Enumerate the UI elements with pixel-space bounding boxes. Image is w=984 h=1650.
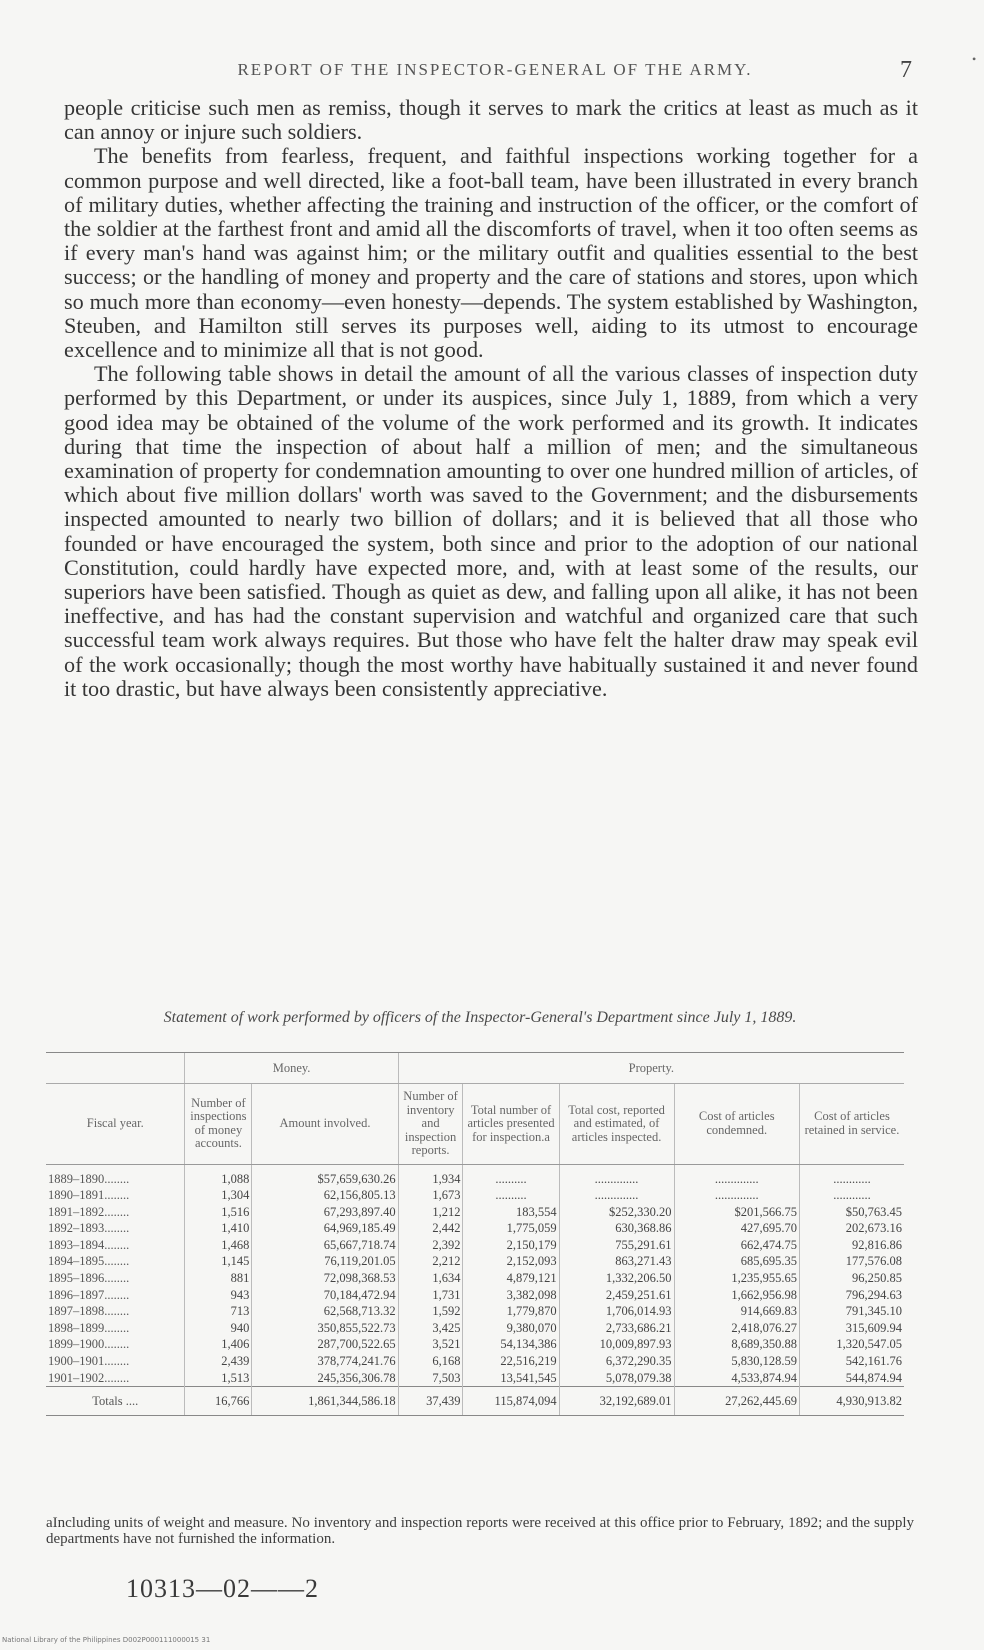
cell-cost-condemned: 5,830,128.59 (674, 1353, 799, 1370)
cell-amount: 378,774,241.76 (252, 1353, 398, 1370)
cell-cost-retained: 315,609.94 (799, 1320, 904, 1337)
cell-articles: 1,775,059 (463, 1220, 559, 1237)
column-header-year: Fiscal year. (46, 1084, 185, 1165)
cell-amount: 70,184,472.94 (252, 1287, 398, 1304)
cell-cost-retained: $50,763.45 (799, 1204, 904, 1221)
cell-cost-condemned: 4,533,874.94 (674, 1370, 799, 1387)
cell-inventory: 2,212 (398, 1253, 463, 1270)
cell-cost-total: 10,009,897.93 (559, 1336, 674, 1353)
cell-cost-condemned: 8,689,350.88 (674, 1336, 799, 1353)
cell-articles: 2,152,093 (463, 1253, 559, 1270)
cell-year: 1898–1899........ (48, 1320, 130, 1335)
cell-inventory: 1,934 (398, 1164, 463, 1187)
cell-amount: 245,356,306.78 (252, 1370, 398, 1387)
cell-inspections: 1,145 (185, 1253, 252, 1270)
group-header-blank (46, 1053, 185, 1084)
total-cost-total: 32,192,689.01 (559, 1387, 674, 1416)
table-body (46, 1164, 904, 1416)
table-row (46, 1253, 904, 1270)
totals-label: Totals .... (46, 1387, 185, 1416)
total-articles: 115,874,094 (463, 1387, 559, 1416)
cell-amount: 62,568,713.32 (252, 1303, 398, 1320)
cell-inspections: 1,406 (185, 1336, 252, 1353)
cell-inventory: 3,521 (398, 1336, 463, 1353)
cell-cost-condemned: 685,695.35 (674, 1253, 799, 1270)
scan-credit: National Library of the Philippines D002P000111000015 31 (2, 1636, 211, 1644)
cell-articles: 183,554 (463, 1204, 559, 1221)
cell-inspections: 1,516 (185, 1204, 252, 1221)
cell-cost-condemned: $201,566.75 (674, 1204, 799, 1221)
cell-inventory: 6,168 (398, 1353, 463, 1370)
table-row (46, 1370, 904, 1387)
cell-cost-condemned: 2,418,076.27 (674, 1320, 799, 1337)
cell-cost-condemned-blank: .............. (674, 1164, 799, 1187)
column-header-row (46, 1084, 904, 1165)
column-header-cost-total: Total cost, reported and estimated, of articles inspected. (559, 1084, 674, 1165)
column-header-amount: Amount involved. (252, 1084, 398, 1165)
cell-cost-total-blank: .............. (559, 1187, 674, 1204)
cell-cost-condemned: 1,662,956.98 (674, 1287, 799, 1304)
cell-cost-total: 5,078,079.38 (559, 1370, 674, 1387)
cell-articles: 22,516,219 (463, 1353, 559, 1370)
cell-inspections: 1,304 (185, 1187, 252, 1204)
cell-year: 1889–1890........ (48, 1171, 130, 1186)
paragraph-table-intro: The following table shows in detail the amount of all the various classes of inspection duty performed by this Department, or under its auspices, since July 1, 1889, from which a very good idea may be obtained of the volume of the work performed and its growth. It indicates during that time the inspection of about half a million of men; and the simultaneous examination of property for condemnation amounting to over one hundred million of articles, of which about five million dollars' worth was saved to the Government; and the disbursements inspected amounted to nearly two billion of dollars; and it is believed that all those who founded or have encouraged the system, both since and prior to the adoption of our national Constitution, could hardly have expected more, and, with at least some of the results, our superiors have been satisfied. Though as quiet as dew, and falling upon all alike, it has not been ineffective, and has had the constant supervision and watchful and organized care that such successful team work always requires. But those who have felt the halter draw may speak evil of the work occasionally; though the most worthy have habitually sustained it and never found it too drastic, but have always been consistently appreciative. (64, 361, 918, 701)
cell-year: 1893–1894........ (48, 1237, 130, 1252)
cell-amount: 64,969,185.49 (252, 1220, 398, 1237)
cell-amount: 76,119,201.05 (252, 1253, 398, 1270)
cell-year: 1900–1901........ (48, 1354, 130, 1369)
table-row (46, 1287, 904, 1304)
group-header-property: Property. (398, 1053, 904, 1084)
cell-cost-total: 630,368.86 (559, 1220, 674, 1237)
cell-articles: 9,380,070 (463, 1320, 559, 1337)
totals-row (46, 1387, 904, 1416)
total-cost-retained: 4,930,913.82 (799, 1387, 904, 1416)
table-row (46, 1353, 904, 1370)
cell-cost-total: 1,332,206.50 (559, 1270, 674, 1287)
cell-inventory: 2,442 (398, 1220, 463, 1237)
cell-inspections: 1,468 (185, 1237, 252, 1254)
column-header-inspections: Number of inspections of money accounts. (185, 1084, 252, 1165)
cell-year: 1891–1892........ (48, 1204, 130, 1219)
cell-cost-total-blank: .............. (559, 1164, 674, 1187)
cell-amount: $57,659,630.26 (252, 1164, 398, 1187)
paragraph-continued: people criticise such men as remiss, though it serves to mark the critics at least as much as it can annoy or injure such soldiers. (64, 95, 918, 145)
cell-cost-retained: 177,576.08 (799, 1253, 904, 1270)
cell-cost-retained: 92,816.86 (799, 1237, 904, 1254)
cell-inventory: 3,425 (398, 1320, 463, 1337)
cell-cost-condemned: 1,235,955.65 (674, 1270, 799, 1287)
cell-amount: 350,855,522.73 (252, 1320, 398, 1337)
statistics-table (46, 1052, 904, 1416)
cell-cost-retained: 791,345.10 (799, 1303, 904, 1320)
cell-inventory: 1,634 (398, 1270, 463, 1287)
cell-inspections: 2,439 (185, 1353, 252, 1370)
cell-cost-retained: 542,161.76 (799, 1353, 904, 1370)
cell-cost-condemned: 427,695.70 (674, 1220, 799, 1237)
footnote: aIncluding units of weight and measure. No inventory and inspection reports were received at this office prior to February, 1892; and the supply departments have not furnished the information. (46, 1515, 914, 1547)
cell-cost-condemned-blank: .............. (674, 1187, 799, 1204)
total-amount: 1,861,344,586.18 (252, 1387, 398, 1416)
cell-inventory: 1,731 (398, 1287, 463, 1304)
cell-inventory: 2,392 (398, 1237, 463, 1254)
cell-year: 1896–1897........ (48, 1287, 130, 1302)
table-row (46, 1320, 904, 1337)
table-row (46, 1220, 904, 1237)
cell-inspections: 940 (185, 1320, 252, 1337)
cell-year: 1901–1902........ (48, 1370, 130, 1385)
total-cost-condemned: 27,262,445.69 (674, 1387, 799, 1416)
cell-articles-blank: .......... (463, 1187, 559, 1204)
cell-year: 1892–1893........ (48, 1221, 130, 1236)
table-row (46, 1187, 904, 1204)
body-text (64, 96, 918, 701)
cell-cost-total: 2,459,251.61 (559, 1287, 674, 1304)
cell-inspections: 713 (185, 1303, 252, 1320)
table-row (46, 1164, 904, 1187)
table-row (46, 1336, 904, 1353)
cell-cost-total: 1,706,014.93 (559, 1303, 674, 1320)
cell-inventory: 7,503 (398, 1370, 463, 1387)
cell-cost-retained: 1,320,547.05 (799, 1336, 904, 1353)
cell-articles: 13,541,545 (463, 1370, 559, 1387)
cell-cost-total: 2,733,686.21 (559, 1320, 674, 1337)
cell-cost-condemned: 662,474.75 (674, 1237, 799, 1254)
cell-cost-total: $252,330.20 (559, 1204, 674, 1221)
cell-year: 1895–1896........ (48, 1271, 130, 1286)
table-row (46, 1303, 904, 1320)
cell-cost-retained: 96,250.85 (799, 1270, 904, 1287)
cell-amount: 62,156,805.13 (252, 1187, 398, 1204)
total-inventory: 37,439 (398, 1387, 463, 1416)
page-number: 7 (900, 57, 912, 83)
cell-articles: 3,382,098 (463, 1287, 559, 1304)
table-row (46, 1204, 904, 1221)
cell-year: 1899–1900........ (48, 1337, 130, 1352)
cell-year: 1890–1891........ (48, 1188, 130, 1203)
cell-amount: 65,667,718.74 (252, 1237, 398, 1254)
cell-amount: 67,293,897.40 (252, 1204, 398, 1221)
column-header-articles: Total number of articles presented for inspection.a (463, 1084, 559, 1165)
cell-inspections: 1,088 (185, 1164, 252, 1187)
table-caption: Statement of work performed by officers of the Inspector-General's Department since July 1, 1889. (163, 1009, 797, 1026)
group-header-money: Money. (185, 1053, 398, 1084)
table-row (46, 1270, 904, 1287)
column-header-cost-condemned: Cost of articles condemned. (674, 1084, 799, 1165)
table-row (46, 1237, 904, 1254)
cell-cost-condemned: 914,669.83 (674, 1303, 799, 1320)
cell-articles: 1,779,870 (463, 1303, 559, 1320)
column-header-inventory: Number of inventory and inspection reports. (398, 1084, 463, 1165)
cell-inspections: 1,513 (185, 1370, 252, 1387)
cell-articles: 2,150,179 (463, 1237, 559, 1254)
cell-articles: 54,134,386 (463, 1336, 559, 1353)
cell-year: 1897–1898........ (48, 1304, 130, 1319)
margin-mark: • (972, 52, 977, 66)
cell-amount: 72,098,368.53 (252, 1270, 398, 1287)
cell-inspections: 881 (185, 1270, 252, 1287)
cell-articles-blank: .......... (463, 1164, 559, 1187)
group-header-row (46, 1053, 904, 1084)
running-head: REPORT OF THE INSPECTOR-GENERAL OF THE ARMY. (237, 60, 753, 79)
paragraph-inspections-benefits: The benefits from fearless, frequent, and faithful inspections working together for a common purpose and well directed, like a foot-ball team, have been illustrated in every branch of military duties, whether affecting the training and instruction of the officer, or the comfort of the soldier at the farthest front and amid all the discomforts of travel, when it too often seems as if every man's hand was against him; or the military outfit and qualities essential to the best success; or the handling of money and property and the care of stations and stores, upon which so much more than economy—even honesty—depends. The system established by Washington, Steuben, and Hamilton still serves its purposes well, aiding to its utmost to encourage excellence and to minimize all that is not good. (64, 143, 918, 363)
cell-cost-retained: 202,673.16 (799, 1220, 904, 1237)
total-inspections: 16,766 (185, 1387, 252, 1416)
column-header-cost-retained: Cost of articles retained in service. (799, 1084, 904, 1165)
cell-cost-total: 863,271.43 (559, 1253, 674, 1270)
cell-inventory: 1,673 (398, 1187, 463, 1204)
cell-inspections: 943 (185, 1287, 252, 1304)
cell-cost-retained: 544,874.94 (799, 1370, 904, 1387)
cell-cost-retained-blank: ............ (799, 1164, 904, 1187)
cell-inventory: 1,212 (398, 1204, 463, 1221)
cell-articles: 4,879,121 (463, 1270, 559, 1287)
cell-cost-total: 6,372,290.35 (559, 1353, 674, 1370)
cell-inspections: 1,410 (185, 1220, 252, 1237)
print-signature-mark: 10313—02——2 (126, 1574, 319, 1603)
cell-year: 1894–1895........ (48, 1254, 130, 1269)
cell-cost-retained: 796,294.63 (799, 1287, 904, 1304)
cell-cost-total: 755,291.61 (559, 1237, 674, 1254)
cell-cost-retained-blank: ............ (799, 1187, 904, 1204)
cell-inventory: 1,592 (398, 1303, 463, 1320)
cell-amount: 287,700,522.65 (252, 1336, 398, 1353)
